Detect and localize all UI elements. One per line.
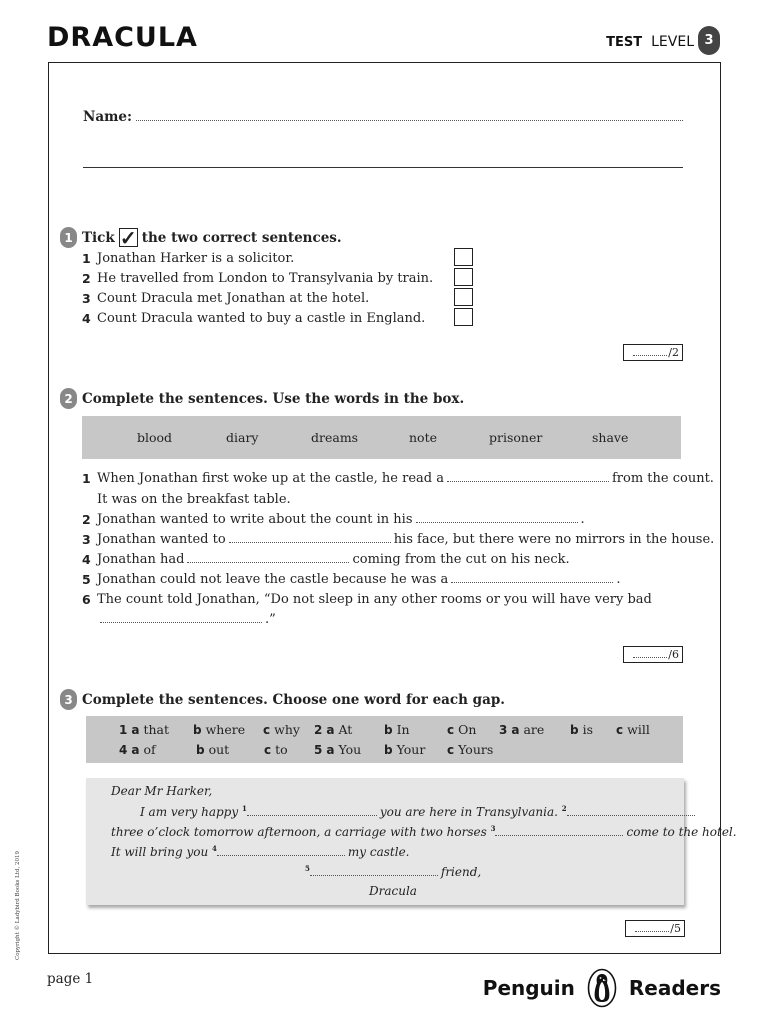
option: c to <box>264 742 288 757</box>
penguin-icon <box>587 968 617 1008</box>
q2-item: 2 Jonathan wanted to write about the count in his . <box>82 512 585 527</box>
letter-line-2: three o’clock tomorrow afternoon, a carriage with two horses $^3$ come to the hotel. <box>111 824 737 839</box>
option: b out <box>196 742 230 757</box>
q2-gap-5[interactable] <box>451 572 613 583</box>
word-box-word: diary <box>226 430 259 445</box>
q2-item: 5 Jonathan could not leave the castle because he was a . <box>82 572 621 587</box>
q1-item: 3 Count Dracula met Jonathan at the hotel. <box>82 291 370 306</box>
q2-instruction: Complete the sentences. Use the words in the box. <box>82 390 465 407</box>
letter-signature: Dracula <box>369 884 417 898</box>
q1-item: 1 Jonathan Harker is a solicitor. <box>82 251 295 266</box>
word-box-word: dreams <box>311 430 359 445</box>
q2-item: 4 Jonathan had coming from the cut on his neck. <box>82 552 570 567</box>
option: c On <box>447 722 477 737</box>
q3-number-badge: 3 <box>60 689 77 710</box>
q2-item: 6 The count told Jonathan, “Do not sleep in any other rooms or you will have very bad <box>82 592 652 607</box>
option: c why <box>263 722 300 737</box>
option: 5 a You <box>314 742 362 757</box>
letter-line-3: It will bring you $^4$ my castle. <box>111 844 410 859</box>
test-label: TEST <box>606 35 643 50</box>
q3-score-box[interactable]: /5 <box>625 920 685 937</box>
q3-instruction: Complete the sentences. Choose one word for each gap. <box>82 691 505 708</box>
q2-score-box[interactable]: /6 <box>623 646 683 663</box>
option: 1 a that <box>119 722 170 737</box>
penguin-readers-logo <box>483 968 721 1008</box>
name-field[interactable] <box>136 111 683 121</box>
word-box <box>82 416 681 459</box>
word-box-word: prisoner <box>489 430 543 445</box>
q3-gap-5[interactable] <box>310 865 438 876</box>
q1-instruction-end: the two correct sentences. <box>141 229 342 246</box>
q1-instruction-start: Tick <box>82 229 115 246</box>
q3-gap-4[interactable] <box>217 845 345 856</box>
q1-number-badge: 1 <box>60 227 77 248</box>
letter-greeting: Dear Mr Harker, <box>111 784 213 798</box>
q3-gap-2[interactable] <box>567 805 695 816</box>
word-box-word: shave <box>592 430 629 445</box>
q2-gap-4[interactable] <box>187 552 349 563</box>
q1-item: 4 Count Dracula wanted to buy a castle in England. <box>82 311 426 326</box>
q2-number-badge: 2 <box>60 388 77 409</box>
letter-box <box>86 778 737 905</box>
option: b Your <box>384 742 426 757</box>
option: c Yours <box>447 742 494 757</box>
word-box-word: note <box>409 430 437 445</box>
q2-item: 1 When Jonathan first woke up at the castle, he read a from the count. <box>82 471 714 486</box>
q1-checkbox-1[interactable] <box>454 248 473 266</box>
level-number: 3 <box>698 26 720 55</box>
q2-heading <box>60 388 464 409</box>
q1-checkbox-4[interactable] <box>454 308 473 326</box>
option: 3 a are <box>499 722 545 737</box>
q2-item: It was on the breakfast table. <box>97 492 291 507</box>
brand-left: Penguin <box>482 976 575 1000</box>
word-box-word: blood <box>137 430 173 445</box>
q2-gap-6[interactable] <box>100 612 262 623</box>
q1-heading <box>60 227 342 248</box>
tick-icon: ✓ <box>119 225 137 250</box>
options-box <box>86 716 683 763</box>
letter-line-1: I am very happy $^1$ you are here in Transylvania. $^2$ <box>140 804 698 819</box>
option: 4 a of <box>119 742 156 757</box>
q2-item: 3 Jonathan wanted to his face, but there were no mirrors in the house. <box>82 532 715 547</box>
option: b In <box>384 722 410 737</box>
q3-gap-1[interactable] <box>247 805 377 816</box>
test-level-badge <box>606 26 720 55</box>
q1-item: 2 He travelled from London to Transylvania by train. <box>82 271 434 286</box>
q3-heading <box>60 689 505 710</box>
q1-score-box[interactable]: /2 <box>623 344 683 361</box>
q2-gap-1[interactable] <box>447 471 609 482</box>
option: b where <box>193 722 246 737</box>
brand-right: Readers <box>628 976 721 1000</box>
q1-checkbox-3[interactable] <box>454 288 473 306</box>
option: b is <box>570 722 594 737</box>
name-label: Name: <box>83 109 132 125</box>
q1-checkbox-2[interactable] <box>454 268 473 286</box>
page-number: page 1 <box>47 971 94 987</box>
q2-gap-2[interactable] <box>416 512 578 523</box>
q3-gap-3[interactable] <box>495 825 623 836</box>
letter-line-4: $^5$ friend, <box>305 864 482 879</box>
name-row <box>83 109 683 125</box>
q2-item: .” <box>97 612 276 627</box>
copyright-notice: Copyright © Ladybird Books Ltd, 2019 <box>15 851 21 960</box>
option: 2 a At <box>314 722 353 737</box>
document-title: DRACULA <box>47 22 198 53</box>
name-underline <box>83 167 683 168</box>
q2-gap-3[interactable] <box>229 532 391 543</box>
level-label: LEVEL <box>651 33 694 50</box>
option: c will <box>616 722 650 737</box>
